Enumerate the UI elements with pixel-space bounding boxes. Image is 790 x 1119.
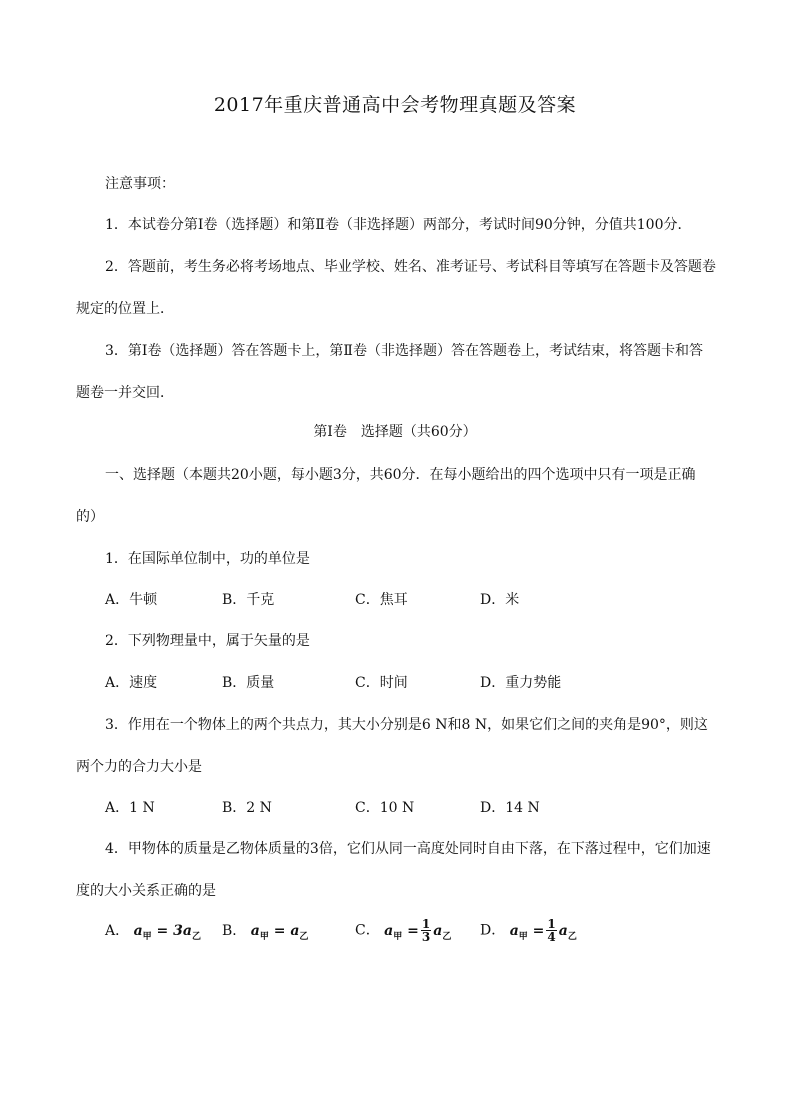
option-label: A． xyxy=(105,923,130,939)
question-1-option-d: D．米 xyxy=(480,592,520,608)
question-2-option-b: B．质量 xyxy=(222,675,275,691)
question-3-stem-line-1: 3．作用在一个物体上的两个共点力，其大小分别是6 N和8 N，如果它们之间的夹角是90°，则这 xyxy=(105,717,708,733)
question-1-option-a: A．牛顿 xyxy=(105,592,158,608)
option-label: C． xyxy=(355,922,380,939)
question-4-stem-line-1: 4．甲物体的质量是乙物体质量的3倍，它们从同一高度处同时自由下落，在下落过程中，它们加速 xyxy=(105,841,711,857)
option-label: B． xyxy=(222,923,247,939)
question-1-option-c: C．焦耳 xyxy=(355,592,408,608)
part1-intro-line-1: 一、选择题（本题共20小题，每小题3分，共60分．在每小题给出的四个选项中只有一项是正确 xyxy=(105,467,696,483)
question-4-option-c xyxy=(355,918,451,943)
page-title: 2017年重庆普通高中会考物理真题及答案 xyxy=(213,94,577,116)
notice-item-3-line-1: 3．第Ⅰ卷（选择题）答在答题卡上，第Ⅱ卷（非选择题）答在答题卷上，考试结束，将答题卡和答 xyxy=(105,343,703,359)
notice-item-1: 1．本试卷分第Ⅰ卷（选择题）和第Ⅱ卷（非选择题）两部分，考试时间90分钟，分值共100分． xyxy=(105,217,692,233)
question-1-stem: 1．在国际单位制中，功的单位是 xyxy=(105,551,310,567)
question-3-stem-line-2: 两个力的合力大小是 xyxy=(76,759,202,775)
fraction: $\frac{1}{4}$ xyxy=(547,917,556,944)
question-2-option-d: D．重力势能 xyxy=(480,675,562,691)
question-4-option-b xyxy=(222,920,308,942)
notice-heading: 注意事项： xyxy=(105,176,175,192)
notice-item-3-line-2: 题卷一并交回． xyxy=(76,385,174,401)
question-2-option-c: C．时间 xyxy=(355,675,408,691)
formula-d: $a_甲$ = $\frac{1}{4}$ $a_乙$ xyxy=(509,917,577,944)
option-label: D． xyxy=(480,922,506,939)
question-4-option-d xyxy=(480,918,577,943)
notice-item-2-line-1: 2．答题前，考生务必将考场地点、毕业学校、姓名、准考证号、考试科目等填写在答题卡及答题卷 xyxy=(105,259,716,275)
question-4-option-a xyxy=(105,920,201,942)
formula-c: $a_甲$ = $\frac{1}{3}$ $a_乙$ xyxy=(384,917,452,944)
question-3-option-d: D．14 N xyxy=(480,800,540,816)
question-3-option-a: A．1 N xyxy=(105,800,155,816)
question-2-option-a: A．速度 xyxy=(105,675,158,691)
question-2-stem: 2．下列物理量中，属于矢量的是 xyxy=(105,633,310,649)
formula-b: $a_甲 = a_乙$ xyxy=(250,923,309,942)
question-1-option-b: B．千克 xyxy=(222,592,275,608)
formula-a: $a_甲 = 3a_乙$ xyxy=(133,923,201,942)
part1-intro-line-2: 的） xyxy=(76,509,104,525)
question-3-option-b: B．2 N xyxy=(222,800,272,816)
question-4-stem-line-2: 度的大小关系正确的是 xyxy=(76,883,216,899)
notice-item-2-line-2: 规定的位置上． xyxy=(76,301,174,317)
fraction: $\frac{1}{3}$ xyxy=(421,917,431,944)
question-3-option-c: C．10 N xyxy=(355,800,415,816)
section-title: 第Ⅰ卷 选择题（共60分） xyxy=(313,424,477,440)
